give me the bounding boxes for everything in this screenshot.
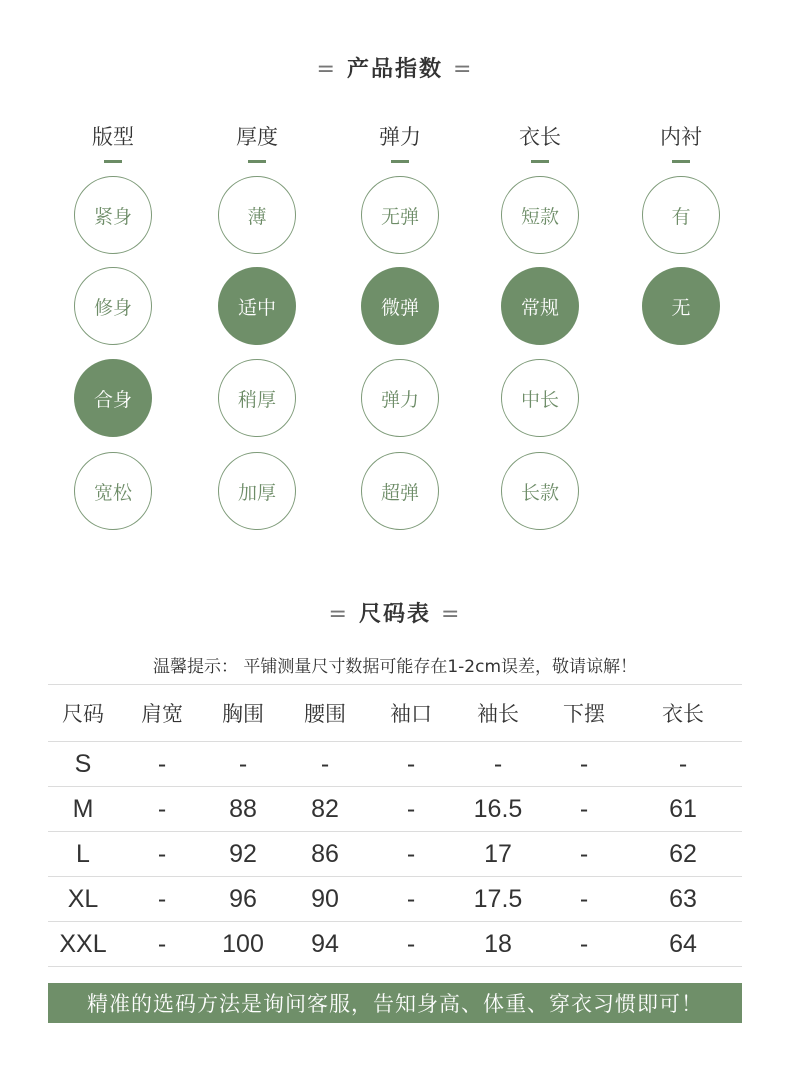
option-circle — [74, 267, 152, 345]
table-cell: 18 — [484, 929, 512, 958]
table-cell: - — [320, 749, 330, 778]
table-cell: - — [579, 929, 589, 958]
col-head-label: 弹力 — [379, 125, 421, 149]
table-cell: M — [72, 794, 94, 823]
table-cell: 82 — [311, 794, 339, 823]
table-row — [48, 832, 742, 877]
option-label: 常规 — [520, 296, 559, 319]
table-cell: 92 — [229, 839, 257, 868]
table-row — [48, 877, 742, 922]
option-circle — [218, 359, 296, 437]
size-chart-title — [0, 597, 790, 628]
option-label: 稍厚 — [237, 388, 276, 411]
option-circle — [501, 176, 579, 254]
option-label: 有 — [671, 205, 691, 228]
option-circle — [361, 359, 439, 437]
product-index-title-text: 产品指数 — [346, 57, 443, 82]
table-cell: - — [406, 839, 416, 868]
col-head-label: 内衬 — [660, 125, 702, 149]
table-cell: - — [493, 749, 503, 778]
option-label: 超弹 — [380, 481, 419, 504]
option-circle — [74, 176, 152, 254]
measurement-tip: 温馨提示： 平铺测量尺寸数据可能存在1-2cm误差，敬请谅解！ — [152, 657, 638, 677]
size-advice-banner: 精准的选码方法是询问客服，告知身高、体重、穿衣习惯即可！ — [48, 983, 742, 1023]
table-cell: - — [157, 749, 167, 778]
table-header-cell: 下摆 — [563, 702, 605, 726]
table-cell: 61 — [669, 794, 697, 823]
table-cell: 64 — [669, 929, 697, 958]
table-cell: - — [406, 794, 416, 823]
option-label: 短款 — [520, 205, 559, 228]
option-label: 弹力 — [380, 388, 419, 411]
size-chart-title-text: 尺码表 — [358, 602, 431, 627]
title-deco-left: = — [328, 602, 349, 627]
col-head-label: 厚度 — [236, 125, 278, 149]
title-deco-left: = — [316, 57, 337, 82]
table-cell: 96 — [229, 884, 257, 913]
col-head-underline — [531, 160, 549, 163]
table-cell: - — [406, 929, 416, 958]
option-label: 修身 — [93, 296, 132, 319]
table-cell: 94 — [311, 929, 339, 958]
table-cell: - — [579, 749, 589, 778]
option-circle — [74, 452, 152, 530]
table-header-cell: 肩宽 — [141, 702, 183, 726]
size-table — [48, 684, 742, 967]
col-head-thickness — [207, 121, 307, 163]
option-circle — [74, 359, 152, 437]
table-cell: S — [74, 749, 92, 778]
table-cell: 17.5 — [473, 884, 523, 913]
table-cell: 16.5 — [473, 794, 523, 823]
option-circle — [218, 267, 296, 345]
table-cell: - — [579, 794, 589, 823]
table-header-cell: 袖长 — [477, 702, 519, 726]
option-label: 无弹 — [380, 205, 419, 228]
table-header-row — [48, 685, 742, 742]
option-label: 无 — [671, 296, 691, 319]
col-head-label: 衣长 — [519, 125, 561, 149]
title-deco-right: = — [441, 602, 462, 627]
table-cell: - — [157, 794, 167, 823]
col-head-underline — [248, 160, 266, 163]
table-row — [48, 742, 742, 787]
option-circle — [642, 267, 720, 345]
table-header-cell: 胸围 — [222, 702, 264, 726]
option-label: 紧身 — [93, 205, 132, 228]
col-head-label: 版型 — [92, 125, 134, 149]
col-head-length — [490, 121, 590, 163]
option-label: 宽松 — [93, 481, 132, 504]
table-cell: - — [406, 884, 416, 913]
table-cell: - — [238, 749, 248, 778]
table-header-cell: 衣长 — [662, 702, 704, 726]
product-index-title — [0, 52, 790, 83]
option-label: 适中 — [237, 296, 276, 319]
option-circle — [501, 359, 579, 437]
table-cell: - — [157, 839, 167, 868]
option-label: 加厚 — [237, 481, 276, 504]
option-circle — [642, 176, 720, 254]
option-circle — [501, 452, 579, 530]
table-header-cell: 袖口 — [390, 702, 432, 726]
table-cell: 88 — [229, 794, 257, 823]
table-cell: 17 — [484, 839, 512, 868]
option-circle — [361, 452, 439, 530]
option-circle — [361, 176, 439, 254]
table-cell: L — [76, 839, 90, 868]
table-row — [48, 787, 742, 832]
table-cell: - — [406, 749, 416, 778]
table-cell: 62 — [669, 839, 697, 868]
col-head-underline — [391, 160, 409, 163]
option-circle — [501, 267, 579, 345]
table-cell: - — [157, 884, 167, 913]
table-cell: 86 — [311, 839, 339, 868]
option-circle — [218, 452, 296, 530]
table-cell: - — [678, 749, 688, 778]
option-label: 薄 — [247, 205, 267, 228]
col-head-elasticity — [350, 121, 450, 163]
table-row — [48, 922, 742, 967]
option-circle — [218, 176, 296, 254]
col-head-underline — [672, 160, 690, 163]
title-deco-right: = — [453, 57, 474, 82]
table-cell: 100 — [222, 929, 264, 958]
table-cell: 63 — [669, 884, 697, 913]
option-label: 合身 — [93, 388, 132, 411]
table-cell: - — [579, 884, 589, 913]
table-header-cell: 尺码 — [62, 702, 104, 726]
table-cell: 90 — [311, 884, 339, 913]
option-label: 长款 — [520, 481, 559, 504]
table-cell: - — [157, 929, 167, 958]
option-circle — [361, 267, 439, 345]
table-cell: XL — [67, 884, 99, 913]
col-head-underline — [104, 160, 122, 163]
option-label: 微弹 — [380, 296, 419, 319]
col-head-lining — [631, 121, 731, 163]
table-cell: XXL — [59, 929, 107, 958]
table-header-cell: 腰围 — [304, 702, 346, 726]
table-cell: - — [579, 839, 589, 868]
col-head-fit — [63, 121, 163, 163]
option-label: 中长 — [520, 388, 559, 411]
